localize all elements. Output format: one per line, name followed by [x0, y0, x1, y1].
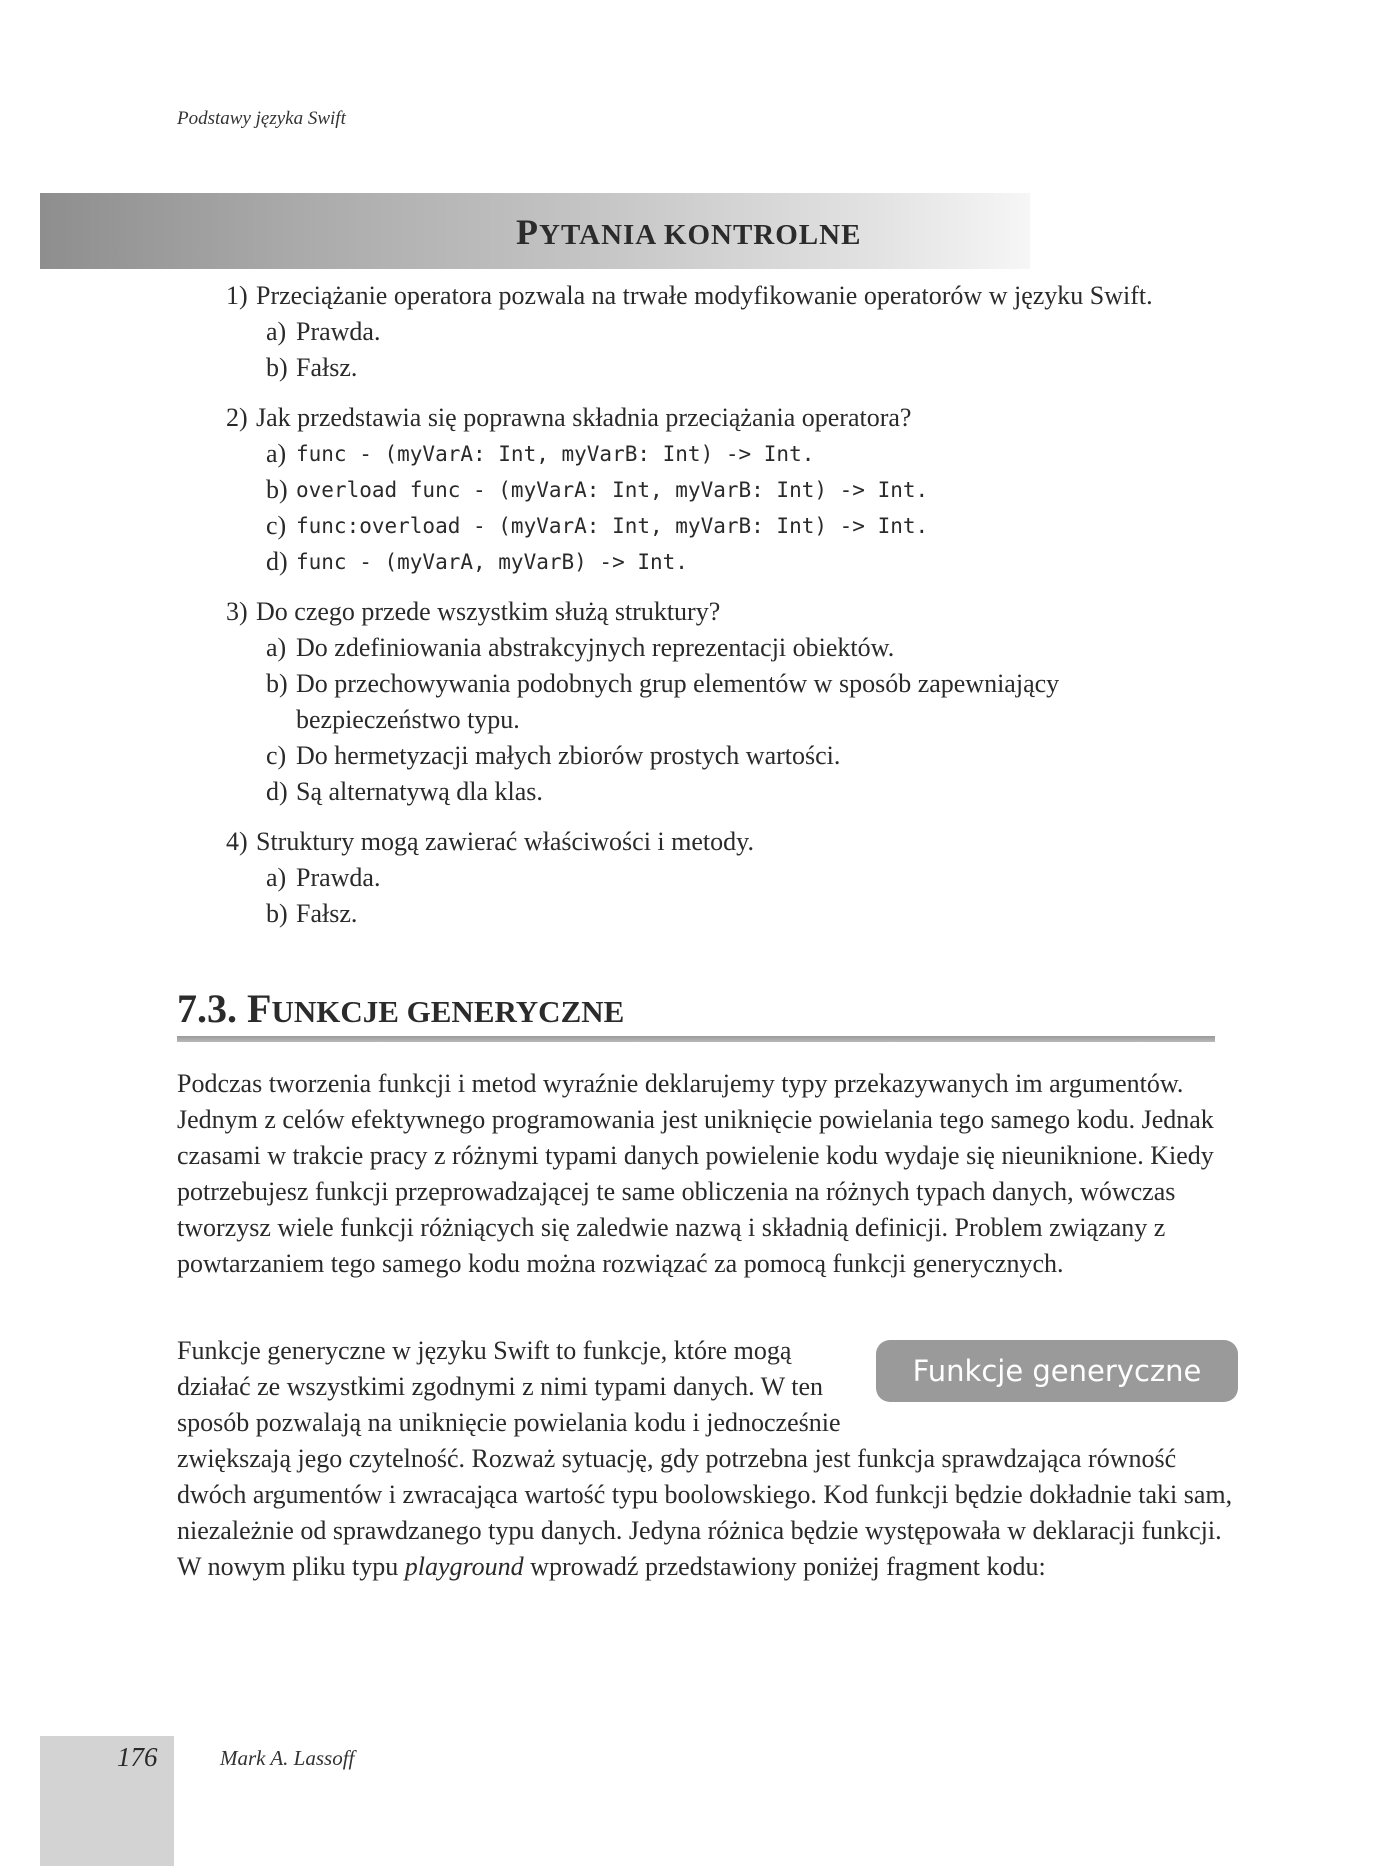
answer-letter: a) — [266, 863, 287, 892]
page-number: 176 — [117, 1742, 158, 1772]
answer-item — [266, 314, 1276, 350]
footer-author: Mark A. Lassoff — [220, 1746, 355, 1770]
question-number: 3) — [226, 597, 248, 626]
question-1 — [226, 278, 1276, 386]
answer-letter: c) — [266, 511, 287, 540]
question-text: Do czego przede wszystkim służą struktury? — [256, 597, 721, 626]
paragraph-2-main — [177, 1441, 1235, 1585]
answer-letter: c) — [266, 741, 287, 770]
answer-text: Do przechowywania podobnych grup elementów w sposób zapewniający bezpieczeństwo typu. — [296, 669, 1060, 734]
question-text: Struktury mogą zawierać właściwości i metody. — [256, 827, 754, 856]
section-title-initial: F — [247, 986, 272, 1031]
question-text: Jak przedstawia się poprawna składnia przeciążania operatora? — [256, 403, 912, 432]
section-rule — [177, 1036, 1215, 1042]
answer-letter: b) — [266, 899, 288, 928]
answer-text: Prawda. — [296, 863, 381, 892]
section-number: 7.3. — [177, 986, 237, 1031]
answer-item — [266, 630, 1096, 666]
paragraph-2-text: zwiększają jego czytelność. Rozważ sytuację, gdy potrzebna jest funkcja sprawdzająca równość dwóch argumentów i zwracająca wartość typu boolowskiego. Kod funkcji będzie dokładnie taki sam, niezależnie od sprawdzanego typu danych. Jedyna różnica będzie występowała w deklaracji funkcji. W nowym pliku typu — [177, 1444, 1233, 1581]
margin-note-text: Funkcje generyczne — [912, 1354, 1202, 1388]
quiz-title-rest: YTANIA KONTROLNE — [539, 219, 862, 251]
question-text: Przeciążanie operatora pozwala na trwałe modyfikowanie operatorów w języku Swift. — [256, 281, 1153, 310]
answer-letter: a) — [266, 633, 287, 662]
questions-list — [226, 278, 1276, 946]
answer-text: Są alternatywą dla klas. — [296, 777, 543, 806]
answer-code: func:overload - (myVarA: Int, myVarB: Int) -> Int. — [296, 514, 929, 538]
paragraph-2-end: wprowadź przedstawiony poniżej fragment kodu: — [523, 1552, 1046, 1581]
section-heading — [177, 985, 624, 1032]
answer-item — [266, 436, 1276, 472]
answer-item — [266, 472, 1276, 508]
answer-text: Do zdefiniowania abstrakcyjnych reprezentacji obiektów. — [296, 633, 895, 662]
question-number: 2) — [226, 403, 248, 432]
answer-item — [266, 860, 1276, 896]
question-number: 1) — [226, 281, 248, 310]
answer-letter: a) — [266, 317, 287, 346]
answer-letter: b) — [266, 669, 288, 698]
running-head: Podstawy języka Swift — [177, 108, 346, 129]
quiz-title-initial: P — [516, 212, 539, 252]
quiz-title — [516, 211, 861, 253]
question-number: 4) — [226, 827, 248, 856]
answer-text: Do hermetyzacji małych zbiorów prostych wartości. — [296, 741, 841, 770]
answer-code: func - (myVarA: Int, myVarB: Int) -> Int. — [296, 442, 815, 466]
answer-item — [266, 896, 1276, 932]
question-4 — [226, 824, 1276, 932]
paragraph-2-top: Funkcje generyczne w języku Swift to funkcje, które mogą działać ze wszystkimi zgodnymi z nimi typami danych. W ten sposób pozwalają na uniknięcie powielania kodu i jednocześnie — [177, 1336, 841, 1437]
answer-text: Fałsz. — [296, 899, 358, 928]
question-3 — [226, 594, 1276, 810]
answer-text: Prawda. — [296, 317, 381, 346]
section-title-rest: UNKCJE GENERYCZNE — [271, 994, 625, 1029]
answer-letter: b) — [266, 475, 288, 504]
answer-item — [266, 350, 1276, 386]
answer-item — [266, 544, 1276, 580]
answer-letter: a) — [266, 439, 287, 468]
margin-note — [876, 1340, 1238, 1402]
answer-letter: d) — [266, 547, 288, 576]
answer-text: Fałsz. — [296, 353, 358, 382]
answer-letter: b) — [266, 353, 288, 382]
answer-item — [266, 508, 1276, 544]
answer-letter: d) — [266, 777, 288, 806]
answer-item — [266, 666, 1096, 738]
answer-item — [266, 738, 1096, 774]
answer-code: func - (myVarA, myVarB) -> Int. — [296, 550, 688, 574]
playground-term: playground — [404, 1552, 524, 1581]
paragraph-1: Podczas tworzenia funkcji i metod wyraźnie deklarujemy typy przekazywanych im argumentów. Jednym z celów efektywnego programowania jest uniknięcie powielania tego samego kodu. Jednak czasami w trakcie pracy z różnymi typami danych powielenie kodu wydaje się nieuniknione. Kiedy potrzebujesz funkcji przeprowadzającej te same obliczenia na różnych typach danych, wówczas tworzysz wiele funkcji różniących się zaledwie nazwą i składnią definicji. Problem związany z powtarzaniem tego samego kodu można rozwiązać za pomocą funkcji generycznych. — [177, 1069, 1214, 1278]
answer-item — [266, 774, 1096, 810]
answer-code: overload func - (myVarA: Int, myVarB: Int) -> Int. — [296, 478, 929, 502]
question-2 — [226, 400, 1276, 580]
